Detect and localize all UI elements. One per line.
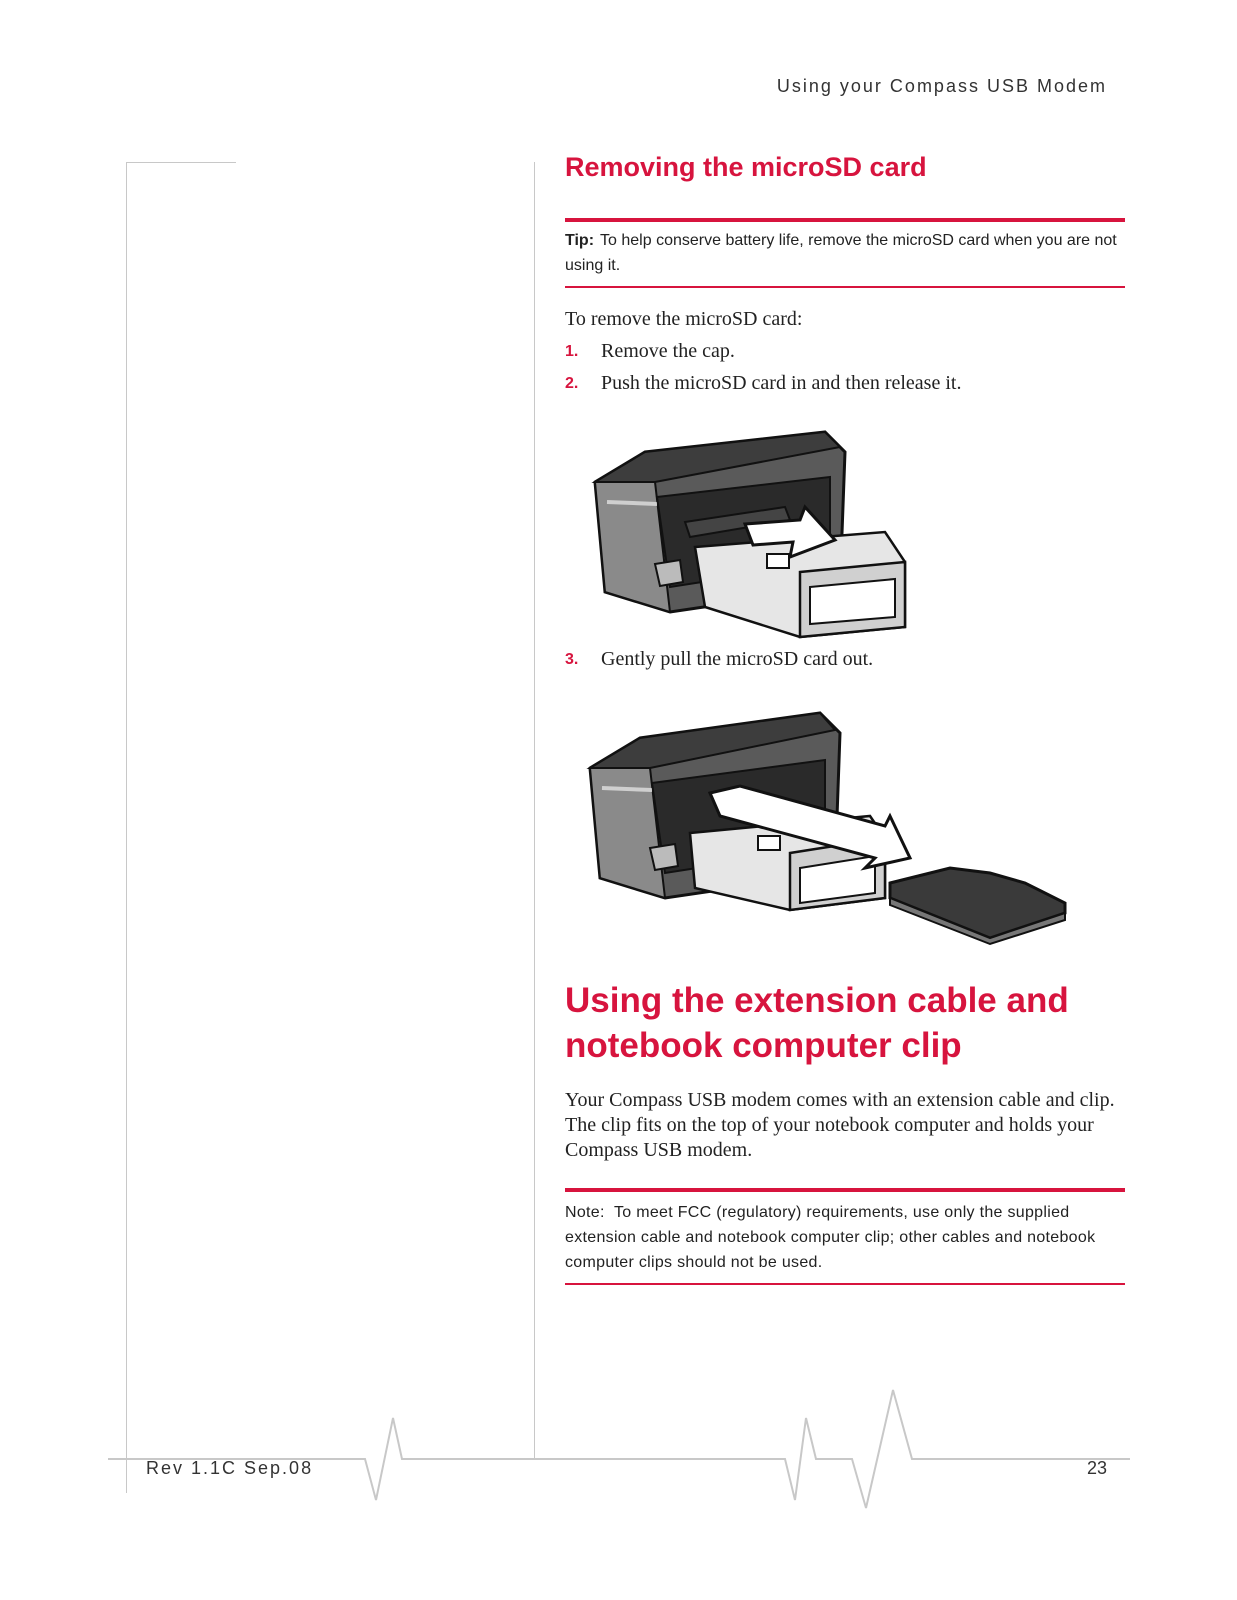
page-number: 23 [1086,1458,1107,1478]
step-number: 2. [565,375,579,392]
section-title-extension-cable: Using the extension cable and notebook computer clip [565,981,1069,1065]
note-text: To meet FCC (regulatory) requirements, use only the supplied extension cable and notebook computer clip; other cables and notebook computer clips should not be used. [565,1204,1096,1271]
step-text: Push the microSD card in and then release it. [601,372,962,394]
running-header: Using your Compass USB Modem [776,76,1107,96]
step-number: 1. [565,343,579,360]
note-label: Note: [565,1204,605,1221]
footer-revision: Rev 1.1C Sep.08 [146,1458,314,1478]
section-title-removing-microsd: Removing the microSD card [565,152,927,182]
step-number: 3. [565,651,579,668]
tip-text: To help conserve battery life, remove the microSD card when you are not using it. [565,232,1117,274]
section2-body: Your Compass USB modem comes with an extension cable and clip. The clip fits on the top of your notebook computer and holds your Compass USB modem. [565,1089,1115,1161]
step-text: Gently pull the microSD card out. [601,648,874,670]
step-text: Remove the cap. [601,340,735,362]
procedure-intro: To remove the microSD card: [565,308,803,330]
tip-label: Tip: [565,232,595,249]
